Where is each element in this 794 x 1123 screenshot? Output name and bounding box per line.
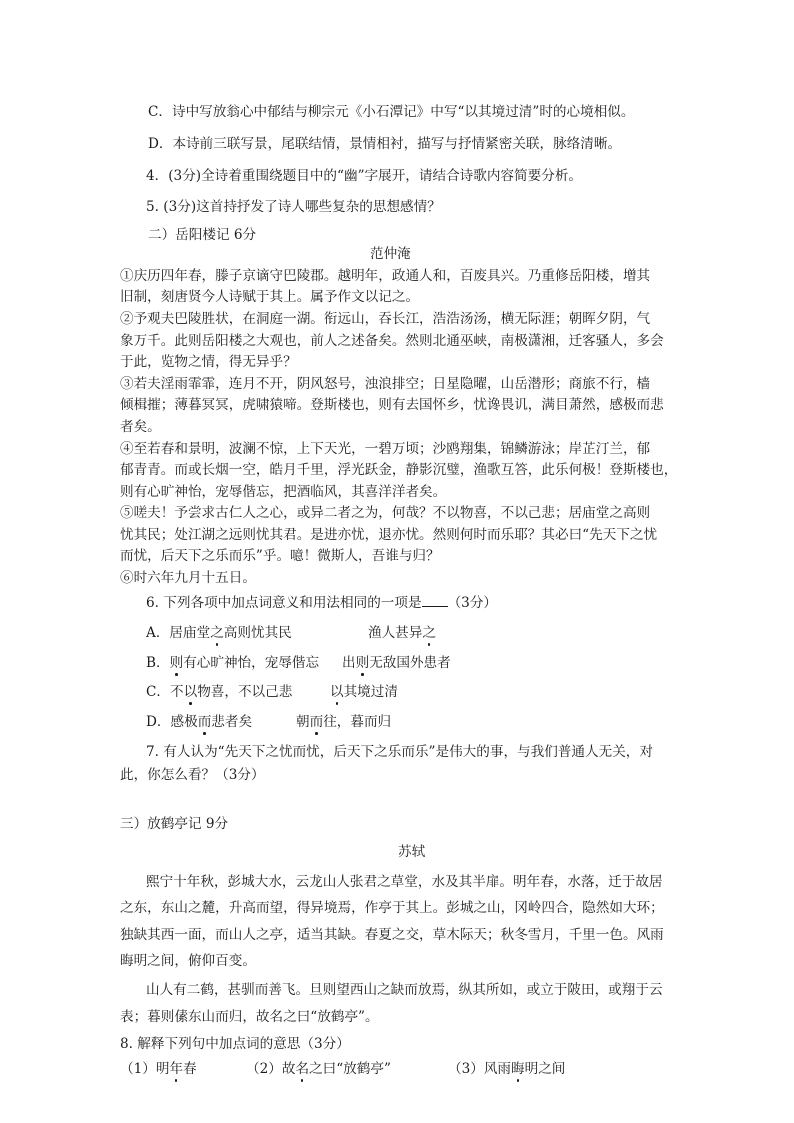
option-b-right-post: 无敌国外患者 bbox=[369, 655, 451, 671]
answer-blank[interactable] bbox=[422, 594, 448, 607]
text-line: ②予观夫巴陵胜状，在洞庭一湖。衔远山，吞长江，浩浩汤汤，横无际涯；朝晖夕阴，气 bbox=[120, 311, 651, 327]
option-d-left-post: 悲者矣 bbox=[211, 714, 253, 730]
question-7-line-2: 此，你怎么看？（3分） bbox=[120, 767, 265, 783]
dotted-char: 而 bbox=[309, 714, 324, 730]
option-a-right-pre: 渔人甚异 bbox=[368, 625, 423, 641]
text-line: ④至若春和景明，波澜不惊，上下天光，一碧万顷；沙鸥翔集，锦鳞游泳；岸芷汀兰，郁 bbox=[120, 441, 651, 457]
question-4: 4．(3分)全诗着重围绕题目中的“幽”字展开，请结合诗歌内容简要分析。 bbox=[146, 168, 583, 184]
option-c-left bbox=[146, 686, 292, 700]
dotted-char: 之 bbox=[422, 625, 436, 641]
item-2-post: 之曰“放鹤亭” bbox=[309, 1061, 391, 1077]
option-b-left bbox=[146, 657, 319, 671]
option-c: C．诗中写放翁心中郁结与柳宗元《小石潭记》中写“以其境过清”时的心境相似。 bbox=[148, 104, 635, 120]
text-line: 象万千。此则岳阳楼之大观也，前人之述备矣。然则北通巫峡，南极潇湘，迁客骚人，多会 bbox=[120, 333, 664, 349]
text-line: 熙宁十年秋，彭城大水，云龙山人张君之草堂，水及其半扉。明年春，水落，迁于故居 bbox=[146, 874, 663, 890]
question-5: 5. (3分)这首持抒发了诗人哪些复杂的思想感情？ bbox=[146, 199, 441, 215]
text-line: 山人有二鹤，甚驯而善飞。旦则望西山之缺而放焉，纵其所如，或立于陂田，或翔于云 bbox=[146, 982, 663, 998]
section-3-heading: 三）放鹤亭记 9分 bbox=[120, 816, 229, 832]
text-line: ③若夫淫雨霏霏，连月不开，阴风怒号，浊浪排空；日星隐曜，山岳潜形；商旅不行，樯 bbox=[120, 376, 651, 392]
text-line: 独缺其西一面，而山人之亭，适当其缺。春夏之交，草木际天；秋冬雪月，千里一色。风雨 bbox=[120, 927, 664, 943]
text-line: 忧其民；处江湖之远则忧其君。是进亦忧，退亦忧。然则何时而乐耶？其必曰“先天下之忧 bbox=[120, 527, 658, 543]
item-1-pre: （1）明 bbox=[120, 1061, 170, 1077]
text-line: 之东，东山之麓，升高而望，得异境焉，作亭于其上。彭城之山，冈岭四合，隐然如大环； bbox=[120, 900, 664, 916]
option-b-right-pre: 出 bbox=[342, 655, 356, 671]
text-line: ⑤嗟夫！予尝求古仁人之心，或异二者之为，何哉？不以物喜，不以己悲；居庙堂之高则 bbox=[120, 505, 651, 521]
option-c-left-pre: C．不 bbox=[146, 684, 184, 700]
item-3-post: 明之间 bbox=[524, 1061, 566, 1077]
dotted-char: 年 bbox=[169, 1061, 184, 1077]
item-1-post: 春 bbox=[183, 1061, 197, 1077]
option-d-left bbox=[146, 716, 252, 730]
option-a-left-post: 高则忧其民 bbox=[223, 625, 292, 641]
question-6-score: （3分） bbox=[447, 595, 498, 611]
option-d-left-pre: D．感极 bbox=[146, 714, 198, 730]
option-a-left-pre: A．居庙堂 bbox=[146, 625, 211, 641]
dotted-char: 之 bbox=[210, 625, 224, 641]
text-line: 表；暮则傃东山而归，故名之曰“放鹤亭”。 bbox=[120, 1009, 379, 1025]
item-3-pre: （3）风雨 bbox=[448, 1061, 512, 1077]
text-line: 者矣。 bbox=[120, 419, 161, 435]
option-c-right-post: 其境过清 bbox=[343, 684, 398, 700]
text-line: 于此，览物之情，得无异乎？ bbox=[120, 354, 297, 370]
option-d-right-pre: 朝 bbox=[296, 714, 310, 730]
question-8-item-3 bbox=[448, 1063, 565, 1077]
dotted-char: 而 bbox=[197, 714, 212, 730]
text-line: 旧制，刻唐贤今人诗赋于其上。属予作文以记之。 bbox=[120, 289, 420, 305]
text-line: 而忧，后天下之乐而乐”乎。噫！微斯人，吾谁与归？ bbox=[120, 548, 440, 564]
question-6-stem-text: 6. 下列各项中加点词意义和用法相同的一项是 bbox=[146, 595, 422, 611]
option-d-right-post: 往，暮而归 bbox=[323, 714, 392, 730]
text-line: 郁青青。而或长烟一空，皓月千里，浮光跃金，静影沉璧，渔歌互答，此乐何极！登斯楼也， bbox=[120, 462, 678, 478]
question-6-stem bbox=[146, 594, 497, 611]
item-2-pre: （2）故 bbox=[246, 1061, 296, 1077]
dotted-char: 则 bbox=[355, 655, 370, 671]
option-b-right bbox=[342, 657, 451, 671]
section-2-author: 范仲淹 bbox=[370, 246, 411, 262]
option-c-left-post: 物喜，不以己悲 bbox=[197, 684, 293, 700]
question-8-stem: 8. 解释下列句中加点词的意思（3分） bbox=[120, 1036, 350, 1052]
section-2-heading: 二）岳阳楼记 6分 bbox=[148, 227, 257, 243]
dotted-char: 以 bbox=[183, 684, 198, 700]
dotted-char: 以 bbox=[330, 684, 344, 700]
dotted-char: 名 bbox=[295, 1061, 310, 1077]
text-line: 倾楫摧；薄暮冥冥，虎啸猿啼。登斯楼也，则有去国怀乡，忧谗畏讥，满目萧然，感极而悲 bbox=[120, 397, 664, 413]
option-a-right bbox=[368, 627, 436, 641]
option-c-right bbox=[330, 686, 398, 700]
text-line: 晦明之间，俯仰百变。 bbox=[120, 953, 256, 969]
text-line: ⑥时六年九月十五日。 bbox=[120, 570, 256, 586]
option-a-left bbox=[146, 627, 292, 641]
option-d: D．本诗前三联写景，尾联结情，景情相衬，描写与抒情紧密关联，脉络清晰。 bbox=[148, 136, 622, 152]
dotted-char: 则 bbox=[169, 655, 184, 671]
question-8-item-1 bbox=[120, 1063, 197, 1077]
question-7-line-1: 7. 有人认为“先天下之忧而忧，后天下之乐而乐”是伟大的事，与我们普通人无关，对 bbox=[146, 744, 653, 760]
text-line: 则有心旷神怡，宠辱偕忘，把酒临风，其喜洋洋者矣。 bbox=[120, 484, 447, 500]
option-b-left-post: 有心旷神怡，宠辱偕忘 bbox=[183, 655, 320, 671]
text-line: ①庆历四年春，滕子京谪守巴陵郡。越明年，政通人和，百废具兴。乃重修岳阳楼，增其 bbox=[120, 268, 651, 284]
dotted-char: 晦 bbox=[511, 1061, 525, 1077]
option-d-right bbox=[296, 716, 391, 730]
question-8-item-2 bbox=[246, 1063, 391, 1077]
option-b-left-pre: B． bbox=[146, 655, 170, 671]
section-3-author: 苏轼 bbox=[398, 844, 426, 860]
